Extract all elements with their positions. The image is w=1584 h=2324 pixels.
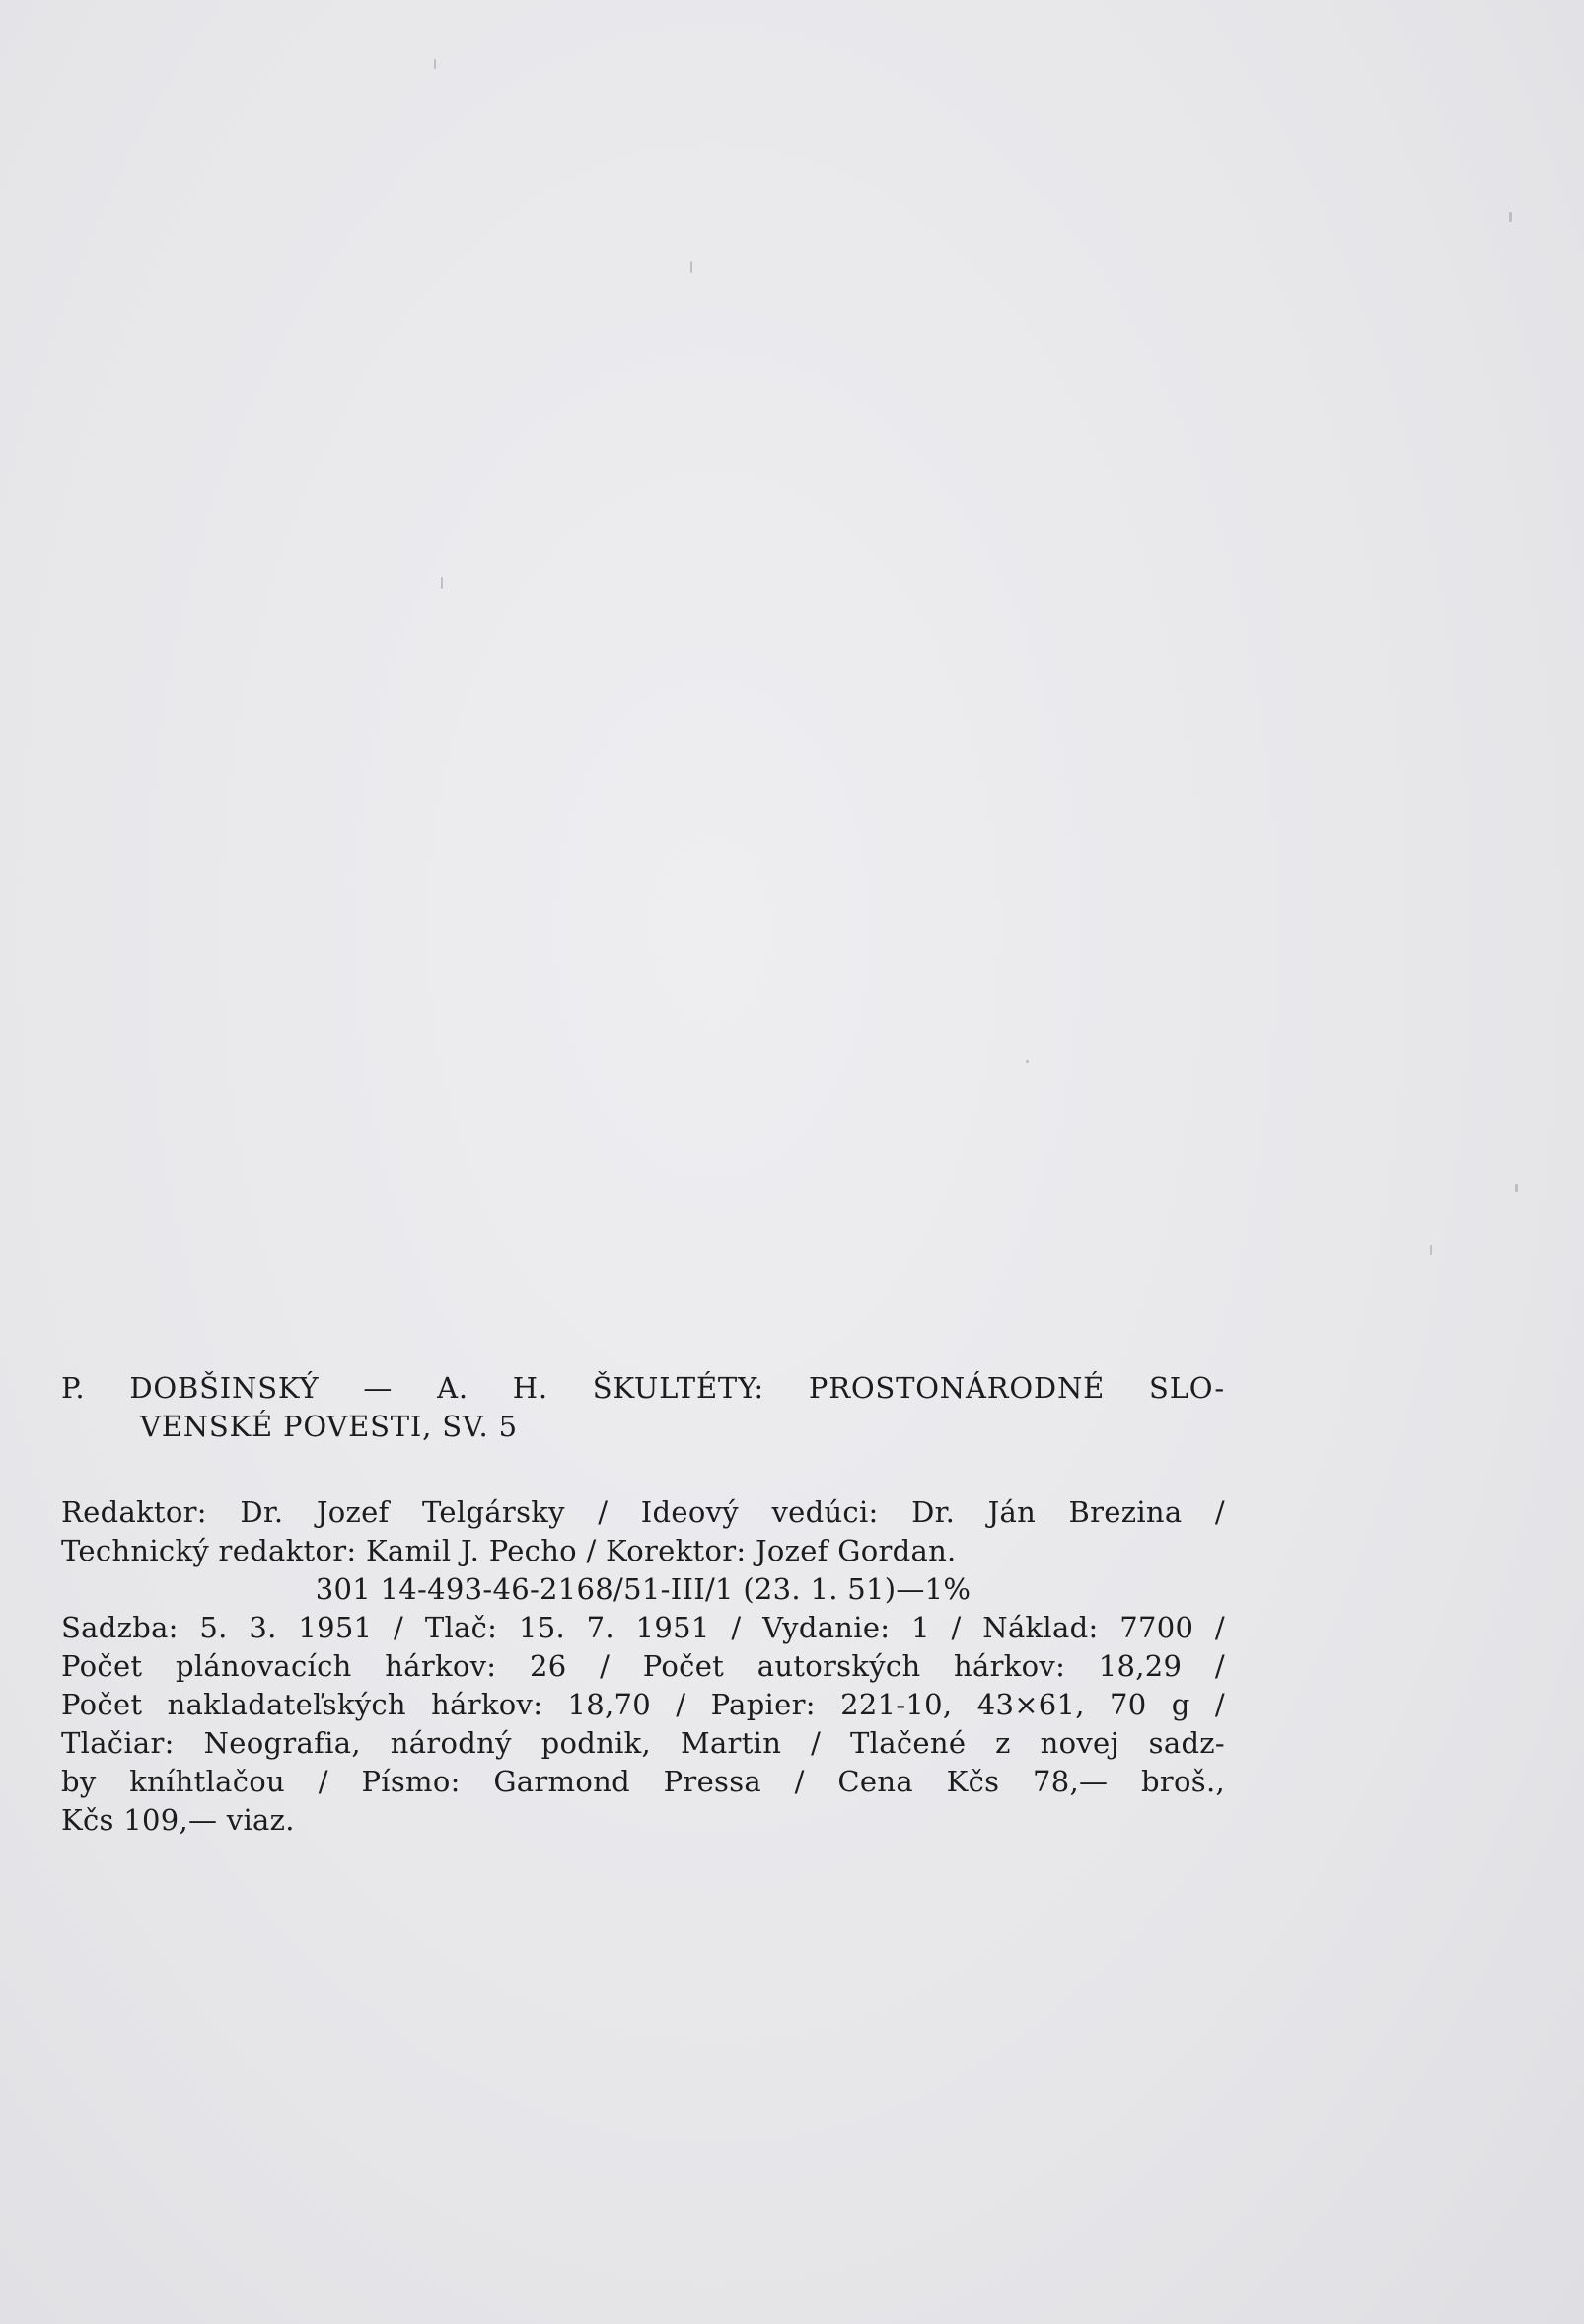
paper-speck [1026, 1060, 1029, 1063]
spacer [61, 1446, 1225, 1493]
imprint-line-typeface-price: by kníhtlačou / Písmo: Garmond Pressa / Cena Kčs 78,— broš., [61, 1765, 1225, 1798]
imprint-line-code: 301 14-493-46-2168/51-III/1 (23. 1. 51)—1% [315, 1572, 972, 1606]
imprint-line-printer: Tlačiar: Neografia, národný podnik, Martin / Tlačené z novej sadz- [61, 1726, 1225, 1760]
imprint-line-paper: Počet nakladateľských hárkov: 18,70 / Papier: 221-10, 43×61, 70 g / [61, 1688, 1225, 1721]
title-line-2: VENSKÉ POVESTI, SV. 5 [140, 1410, 518, 1443]
title-line-1: P. DOBŠINSKÝ — A. H. ŠKULTÉTY: PROSTONÁRODNÉ SLO- [61, 1371, 1225, 1405]
paper-speck [1515, 1184, 1518, 1192]
imprint-line-technical-editor: Technický redaktor: Kamil J. Pecho / Korektor: Jozef Gordan. [61, 1534, 957, 1567]
imprint-block [61, 1369, 1225, 1840]
imprint-line-price-bound: Kčs 109,— viaz. [61, 1803, 295, 1837]
paper-speck [690, 261, 692, 273]
imprint-line-editors: Redaktor: Dr. Jozef Telgársky / Ideový vedúci: Dr. Ján Brezina / [61, 1495, 1225, 1529]
paper-speck [441, 577, 443, 589]
paper-speck [434, 59, 436, 69]
paper-speck [1430, 1245, 1432, 1255]
imprint-line-dates: Sadzba: 5. 3. 1951 / Tlač: 15. 7. 1951 / Vydanie: 1 / Náklad: 7700 / [61, 1611, 1225, 1644]
paper-speck [1509, 212, 1512, 222]
imprint-line-sheets: Počet plánovacích hárkov: 26 / Počet autorských hárkov: 18,29 / [61, 1649, 1225, 1683]
